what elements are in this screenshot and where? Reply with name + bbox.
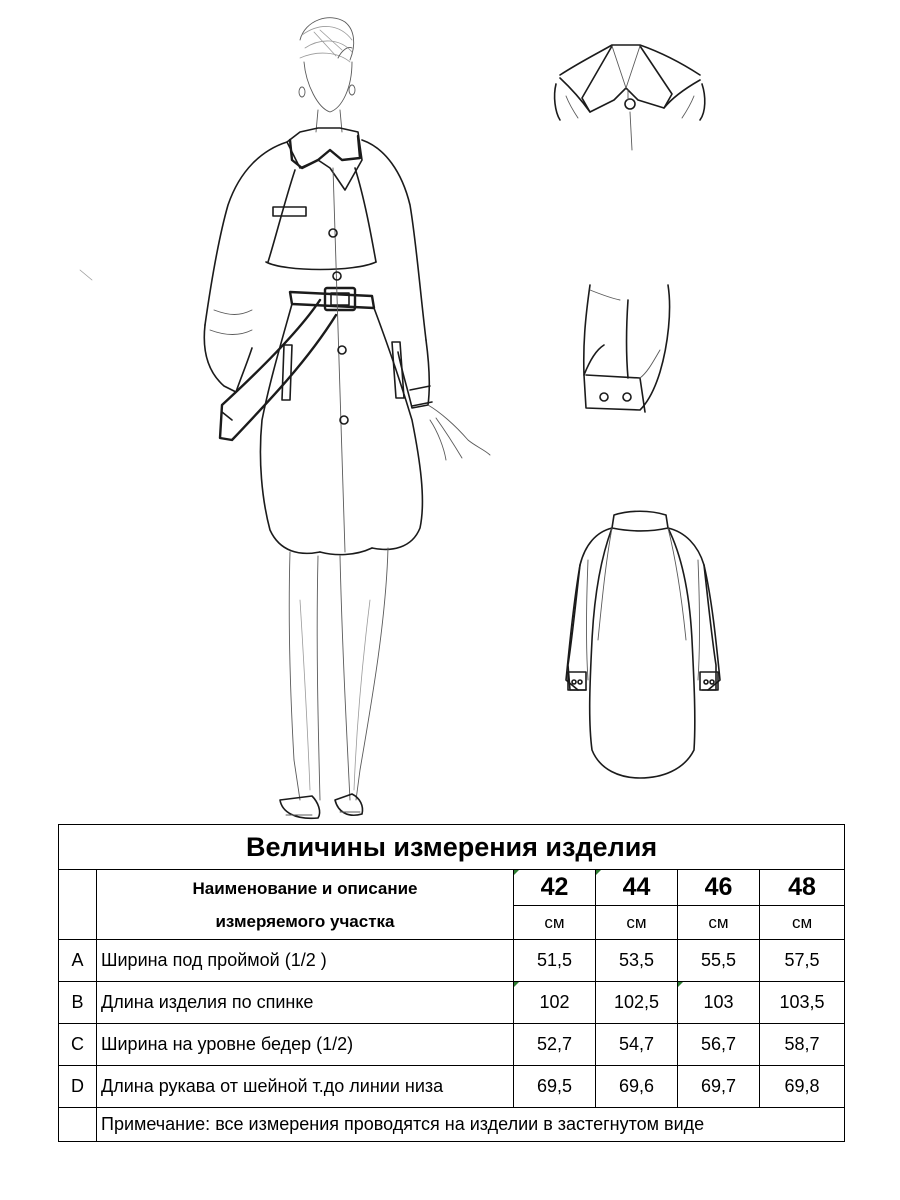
header-letter-cell [59, 870, 97, 940]
size-header-44: 44 [596, 870, 678, 906]
front-view-figure [80, 18, 490, 819]
row-letter: A [59, 940, 97, 982]
row-value: 69,5 [514, 1066, 596, 1108]
row-value: 69,7 [678, 1066, 760, 1108]
row-description: Ширина под проймой (1/2 ) [97, 940, 514, 982]
size-header-42: 42 [514, 870, 596, 906]
row-value: 69,6 [596, 1066, 678, 1108]
table-row [59, 940, 845, 982]
table-row [59, 982, 845, 1024]
size-header-48: 48 [760, 870, 845, 906]
table-note: Примечание: все измерения проводятся на изделии в застегнутом виде [97, 1108, 845, 1142]
row-value: 52,7 [514, 1024, 596, 1066]
row-value: 53,5 [596, 940, 678, 982]
row-letter: B [59, 982, 97, 1024]
size-header-46: 46 [678, 870, 760, 906]
row-value: 69,8 [760, 1066, 845, 1108]
description-header [97, 870, 514, 940]
row-description: Длина рукава от шейной т.до линии низа [97, 1066, 514, 1108]
row-value: 102 [514, 982, 596, 1024]
unit-48: см [760, 906, 845, 940]
row-value: 55,5 [678, 940, 760, 982]
row-letter: D [59, 1066, 97, 1108]
measurement-table [58, 824, 845, 1142]
row-letter: C [59, 1024, 97, 1066]
row-value: 58,7 [760, 1024, 845, 1066]
collar-detail [555, 45, 705, 150]
row-value: 103 [678, 982, 760, 1024]
row-value: 54,7 [596, 1024, 678, 1066]
description-header-line1: Наименование и описание [192, 878, 418, 898]
table-row [59, 1066, 845, 1108]
unit-42: см [514, 906, 596, 940]
back-view-figure [566, 511, 720, 778]
table-title: Величины измерения изделия [59, 825, 845, 870]
note-letter-cell [59, 1108, 97, 1142]
table-row [59, 1024, 845, 1066]
cuff-detail [584, 285, 670, 412]
description-header-line2: измеряемого участка [215, 911, 395, 931]
row-value: 51,5 [514, 940, 596, 982]
row-description: Ширина на уровне бедер (1/2) [97, 1024, 514, 1066]
row-value: 56,7 [678, 1024, 760, 1066]
row-value: 57,5 [760, 940, 845, 982]
unit-46: см [678, 906, 760, 940]
unit-44: см [596, 906, 678, 940]
row-value: 103,5 [760, 982, 845, 1024]
row-value: 102,5 [596, 982, 678, 1024]
row-description: Длина изделия по спинке [97, 982, 514, 1024]
